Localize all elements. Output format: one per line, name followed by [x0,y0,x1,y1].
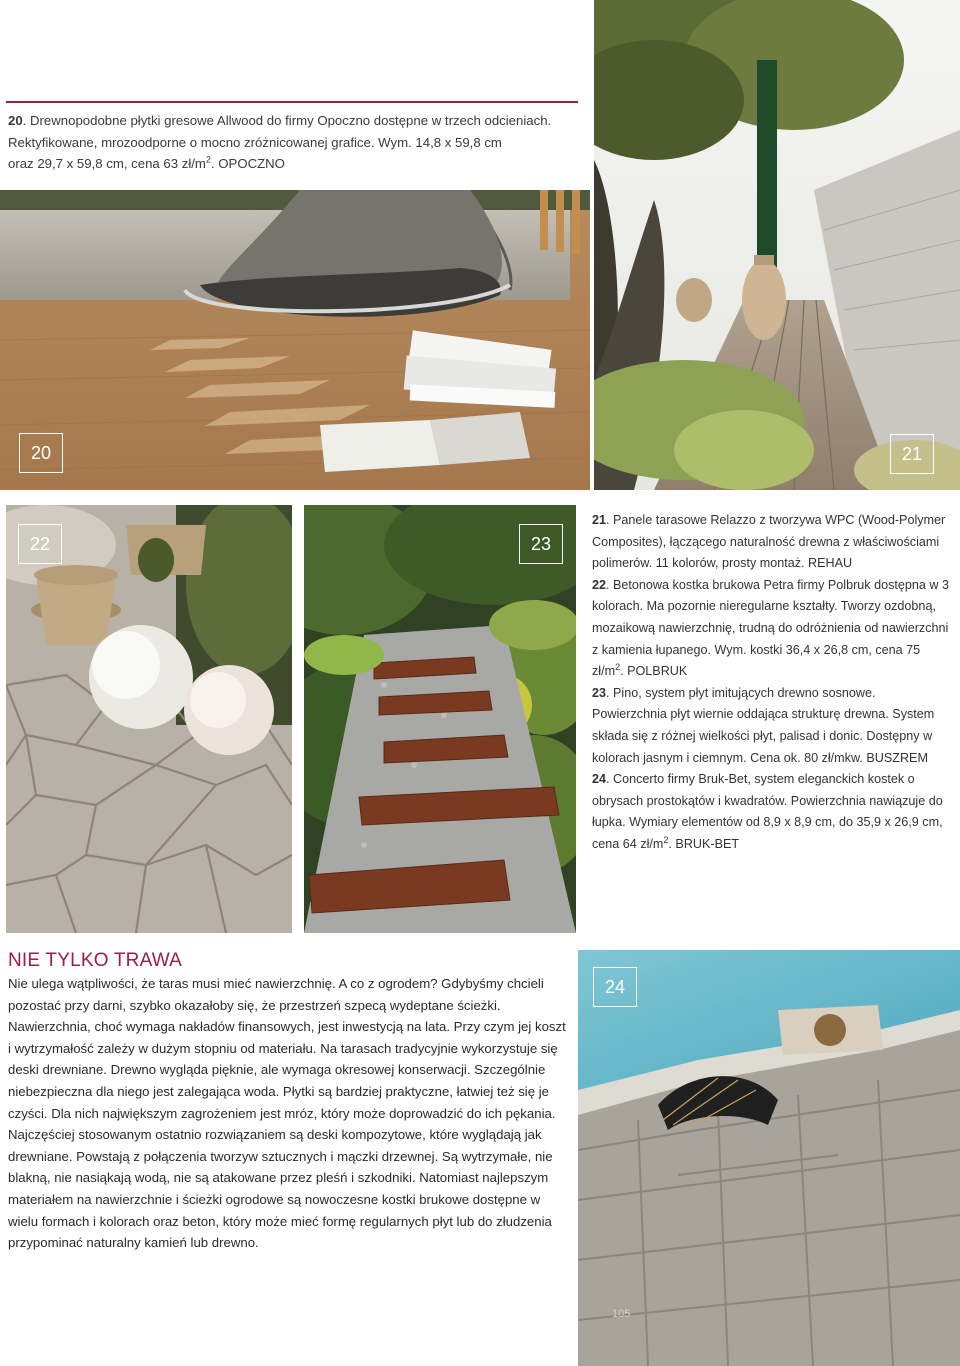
photo-21-relazzo-decking [594,0,960,490]
caption-24: 24. Concerto firmy Bruk-Bet, system eleganckich kostek o obrysach prostokątów i kwadratów. Powierzchnia nawiązuje do łupka. Wymiary elementów od 8,9 x 8,9 cm, do 35,9 x 26,9 cm, cena 64 $zł/m^2$. BRUK-BET [592,772,943,851]
photo-23-pino-path [304,505,576,933]
captions-21-24 [592,510,952,856]
badge-23: 23 [519,524,563,564]
caption-20: 20. Drewnopodobne płytki gresowe Allwood do firmy Opoczno dostępne w trzech odcieniach. Rektyfikowane, mrozoodporne o mocno zróżnicowanej grafice. Wym. 14,8 x 59,8 cm oraz 29,7 x 59,8 cm, cena 63 $zł/m^2$. OPOCZNO [8,113,552,172]
badge-20: 20 [19,433,63,473]
section-heading: NIE TYLKO TRAWA [8,950,183,971]
caption-22: 22. Betonowa kostka brukowa Petra firmy Polbruk dostępna w 3 kolorach. Ma pozornie nieregularne kształty. Tworzy ozdobną, mozaikową nawierzchnię, trudną do odróżnienia od nawierzchni z kamienia łupanego. Wym. kostki 36,4 x 26,8 cm, cena 75 $zł/m^2$. POLBRUK [592,577,950,679]
badge-22: 22 [18,524,62,564]
photo-23-illustration [304,505,576,933]
badge-21: 21 [890,434,934,474]
photo-24-concerto-paving [578,950,960,1366]
photo-22-petra-paving [6,505,292,933]
caption-divider [6,101,578,103]
caption-23: 23. Pino, system płyt imitujących drewno sosnowe. Powierzchnia płyt wiernie oddająca strukturę drewna. System składa się z różnej wielkości płyt, palisad i donic. Dostępny w kolorach jasnym i ciemnym. Cena ok. 80 zł/mkw. BUSZREM [592,685,935,765]
caption-21: 21. Panele tarasowe Relazzo z tworzywa WPC (Wood-Polymer Composites), łączącego naturalność drewna z właściwościami polimerów. 11 kolorów, prosty montaż. REHAU [592,513,946,571]
page-number: 105 [612,1308,631,1320]
badge-24: 24 [593,967,637,1007]
photo-20-illustration [0,190,590,490]
section-body: Nie ulega wątpliwości, że taras musi mieć nawierzchnię. A co z ogrodem? Gdybyśmy chcieli pozostać przy darni, szybko okazałoby się, że przestrzeń szpecą wydeptane ścieżki. Nawierzchnia, choć wymaga nakładów finansowych, jest inwestycją na lata. Przy czym jej koszt i wytrzymałość zależy w dużym stopniu od materiału. Na tarasach tradycyjnie wykorzystuje się deski drewniane. Drewno wygląda pięknie, ale wymaga okresowej konserwacji. Szczególnie niebezpieczna dla niego jest zalegająca woda. Płytki są bardziej praktyczne, łatwiej też się je czyści. Dla nich największym zagrożeniem jest mróz, który może doprowadzić do ich pękania. Najczęściej stosowanym ostatnio rozwiązaniem są deski kompozytowe, które wyglądają jak drewniane. Powstają z połączenia tworzyw sztucznych i mączki drzewnej. Są wytrzymałe, nie blakną, nie nasiąkają wodą, nie są atakowane przez pleśń i szkodniki. Natomiast najlepszym materiałem na nawierzchnie i ścieżki ogrodowe są nowoczesne kostki brukowe dostępne w wielu formach i kolorach oraz beton, który może mieć formę regularnych płyt lub do złudzenia przypominać naturalny kamień lub drewno. [8,976,566,1251]
photo-24-illustration [578,950,960,1366]
photo-20-allwood-tiles [0,190,590,490]
photo-22-illustration [6,505,292,933]
photo-21-illustration [594,0,960,490]
